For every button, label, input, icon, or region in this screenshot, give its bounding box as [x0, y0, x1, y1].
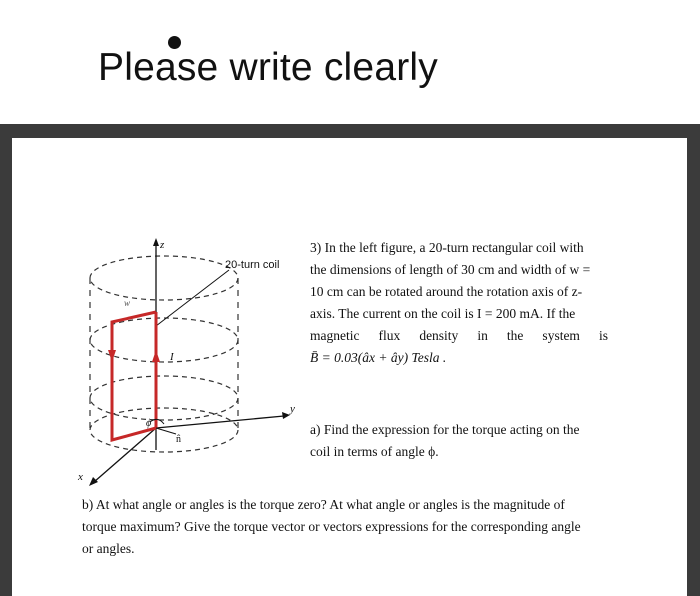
flux-density-equation: B̄ = 0.03(âx + ây) Tesla .: [310, 350, 447, 365]
problem-3-line-4: axis. The current on the coil is I = 200 mA. If the: [310, 306, 576, 321]
dark-frame-left: [0, 124, 12, 596]
problem-3-text: [310, 238, 608, 368]
x-axis-arrow: [89, 477, 98, 486]
handwritten-note-area: [0, 0, 700, 124]
coil-label: 20-turn coil: [225, 259, 280, 271]
y-axis-arrow: [282, 412, 290, 419]
part-b-text: [82, 495, 610, 559]
z-axis-arrow: [153, 238, 159, 246]
y-axis: [156, 416, 284, 428]
part-b-line-1: b) At what angle or angles is the torque zero? At what angle or angles is the magnitude of: [82, 497, 565, 512]
coil-label-leader: [156, 270, 229, 326]
dark-frame-right: [687, 124, 700, 596]
part-a-line-1: a) Find the expression for the torque acting on the: [310, 422, 580, 437]
normal-label: n̂: [176, 434, 181, 445]
y-axis-label: y: [290, 403, 295, 415]
part-b-line-2: torque maximum? Give the torque vector or vectors expressions for the corresponding angle: [82, 519, 581, 534]
z-axis-label: z: [160, 239, 165, 251]
phi-label: ϕ: [146, 418, 152, 429]
x-axis-label: x: [78, 471, 83, 483]
coil-figure: [72, 230, 302, 496]
note-text: Please write clearly: [98, 46, 438, 89]
normal-vector: [156, 428, 176, 434]
dark-frame-top: [0, 124, 700, 138]
part-b-line-3: or angles.: [82, 541, 135, 556]
problem-3-line-3: 10 cm can be rotated around the rotation axis of z-: [310, 284, 583, 299]
coil-current-arrow-up: [152, 350, 160, 362]
problem-3-line-1: 3) In the left figure, a 20-turn rectangular coil with: [310, 240, 584, 255]
current-label: I: [170, 351, 174, 363]
width-label: w: [124, 298, 131, 308]
part-a-line-2: coil in terms of angle ϕ.: [310, 444, 439, 459]
problem-3-line-2: the dimensions of length of 30 cm and width of w =: [310, 262, 591, 277]
part-a-text: [310, 420, 608, 462]
problem-3-line-5: magnetic flux density in the system is: [310, 328, 608, 343]
cylinder-top-ellipse: [90, 256, 238, 300]
